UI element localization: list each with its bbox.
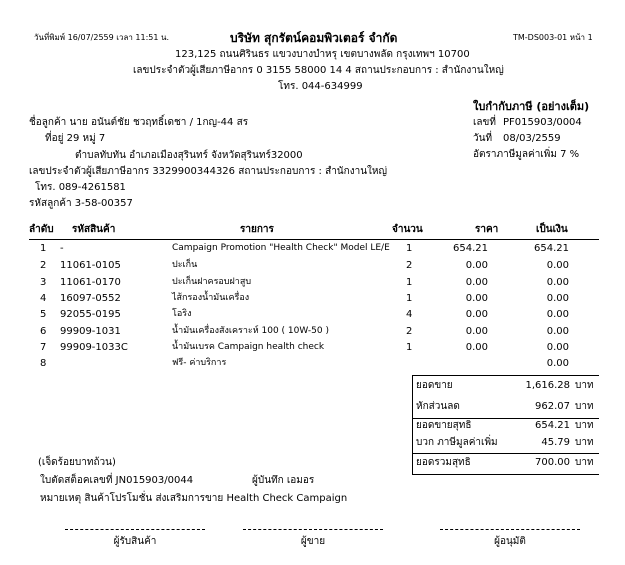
vat-label: บวก ภาษีมูลค่าเพิ่ม [416,437,498,448]
delivery-reference: ใบตัดสต็อคเลขที่ JN015903/0044 [40,475,194,486]
print-date: วันที่พิมพ์ 16/07/2559 เวลา 11:51 น. [34,33,170,42]
net-sales-unit: บาท [575,420,594,431]
totals-top-rule [412,375,599,376]
row-qty: 2 [406,260,413,271]
customer-tax-id: เลขประจำตัวผู้เสียภาษีอากร 3329900344326 สถานประกอบการ : สำนักงานใหญ่ [29,166,388,177]
row-price: 0.00 [465,342,488,353]
row-amount: 0.00 [546,277,569,288]
discount-unit: บาท [575,401,594,412]
vat-value: 45.79 [541,437,570,448]
col-header-seq: ลำดับ [29,224,54,235]
row-price: 0.00 [465,309,488,320]
col-header-amount: เป็นเงิน [536,224,568,235]
row-qty: 1 [406,293,413,304]
vat-rate: อัตราภาษีมูลค่าเพิ่ม 7 % [473,149,580,160]
recorder: ผู้บันทึก เอมอร [252,475,315,486]
row-qty: 1 [406,243,413,254]
total-sales-value: 1,616.28 [525,380,570,391]
grand-total-value: 700.00 [535,457,570,468]
totals-rule-1 [412,418,599,419]
row-desc: ฟรี- ค่าบริการ [172,358,227,368]
row-amount: 0.00 [546,358,569,369]
row-code: 99909-1031 [60,326,121,337]
doc-date: 08/03/2559 [503,133,561,144]
customer-phone: โทร. 089-4261581 [35,182,126,193]
row-seq: 3 [40,277,47,288]
row-amount: 0.00 [546,260,569,271]
col-header-price: ราคา [475,224,499,235]
row-amount: 0.00 [546,342,569,353]
row-desc: น้ำมันเบรค Campaign health check [172,342,325,352]
doc-date-label: วันที่ [473,133,493,144]
row-desc: Campaign Promotion "Health Check" Model LE/E [172,243,390,253]
approver-signature-line [440,529,580,530]
row-code: 92055-0195 [60,309,121,320]
row-code: - [60,243,64,254]
row-seq: 1 [40,243,47,254]
document-code: TM-DS003-01 หน้า 1 [513,33,593,42]
row-amount: 0.00 [546,326,569,337]
row-price: 0.00 [465,293,488,304]
row-price: 0.00 [465,260,488,271]
row-code: 11061-0170 [60,277,121,288]
row-desc: ปะเก็น [172,260,198,270]
approver-signature-label: ผู้อนุมัติ [494,536,526,547]
receiver-signature-line [65,529,205,530]
row-amount: 0.00 [546,293,569,304]
row-qty: 1 [406,277,413,288]
total-sales-label: ยอดขาย [416,380,453,391]
discount-label: หักส่วนลด [416,401,460,412]
row-qty: 1 [406,342,413,353]
net-sales-label: ยอดขายสุทธิ [416,420,472,431]
row-qty: 4 [406,309,413,320]
grand-total-label: ยอดรวมสุทธิ [416,457,471,468]
row-price: 0.00 [465,326,488,337]
company-address: 123,125 ถนนศิรินธร แขวงบางบำหรุ เขตบางพลัด กรุงเทพฯ 10700 [175,49,470,60]
row-qty: 2 [406,326,413,337]
header-divider [29,239,599,240]
vat-unit: บาท [575,437,594,448]
row-seq: 7 [40,342,47,353]
row-seq: 4 [40,293,47,304]
row-price: 0.00 [465,277,488,288]
seller-signature-line [243,529,383,530]
row-seq: 8 [40,358,47,369]
row-desc: น้ำมันเครื่องสังเคราะห์ 100 ( 10W-50 ) [172,326,329,336]
seller-signature-label: ผู้ขาย [300,536,326,547]
customer-address-line2: ตำบลทับทัน อำเภอเมืองสุรินทร์ จังหวัดสุรินทร์32000 [75,150,303,161]
receiver-signature-label: ผู้รับสินค้า [113,536,157,547]
document-type: ใบกำกับภาษี (อย่างเต็ม) [473,100,590,113]
row-code: 11061-0105 [60,260,121,271]
customer-address-line1: ที่อยู่ 29 หมู่ 7 [45,133,106,144]
customer-name: ชื่อลูกค้า นาย อนันต์ชัย ชวฤทธิ์เดชา / 1กญ-44 สร [29,117,249,128]
net-sales-value: 654.21 [535,420,570,431]
total-sales-unit: บาท [575,380,594,391]
amount-in-words: (เจ็ดร้อยบาทถ้วน) [38,457,116,468]
row-amount: 0.00 [546,309,569,320]
row-amount: 654.21 [534,243,569,254]
doc-number: PF015903/0004 [503,117,582,128]
col-header-desc: รายการ [240,224,274,235]
row-price: 654.21 [453,243,488,254]
totals-bottom-rule [412,474,599,475]
row-desc: โอริง [172,309,192,319]
remark: หมายเหตุ สินค้าโปรโมชั่น ส่งเสริมการขาย Health Check Campaign [40,493,348,504]
row-seq: 5 [40,309,47,320]
doc-number-label: เลขที่ [473,117,496,128]
totals-rule-2 [412,453,599,454]
company-tax-id: เลขประจำตัวผู้เสียภาษีอากร 0 3155 58000 14 4 สถานประกอบการ : สำนักงานใหญ่ [133,65,504,76]
customer-code: รหัสลูกค้า 3-58-00357 [29,198,133,209]
row-code: 16097-0552 [60,293,121,304]
company-phone: โทร. 044-634999 [278,81,363,92]
company-name: บริษัท สุกรัตน์คอมพิวเตอร์ จำกัด [230,31,398,45]
col-header-qty: จำนวน [392,224,423,235]
row-code: 99909-1033C [60,342,128,353]
row-desc: ปะเก็นฝาครอบฝาสูบ [172,277,252,287]
grand-total-unit: บาท [575,457,594,468]
col-header-code: รหัสสินค้า [72,224,116,235]
row-desc: ไส้กรองน้ำมันเครื่อง [172,293,250,303]
row-seq: 2 [40,260,47,271]
discount-value: 962.07 [535,401,570,412]
row-seq: 6 [40,326,47,337]
totals-left-rule [412,375,413,475]
